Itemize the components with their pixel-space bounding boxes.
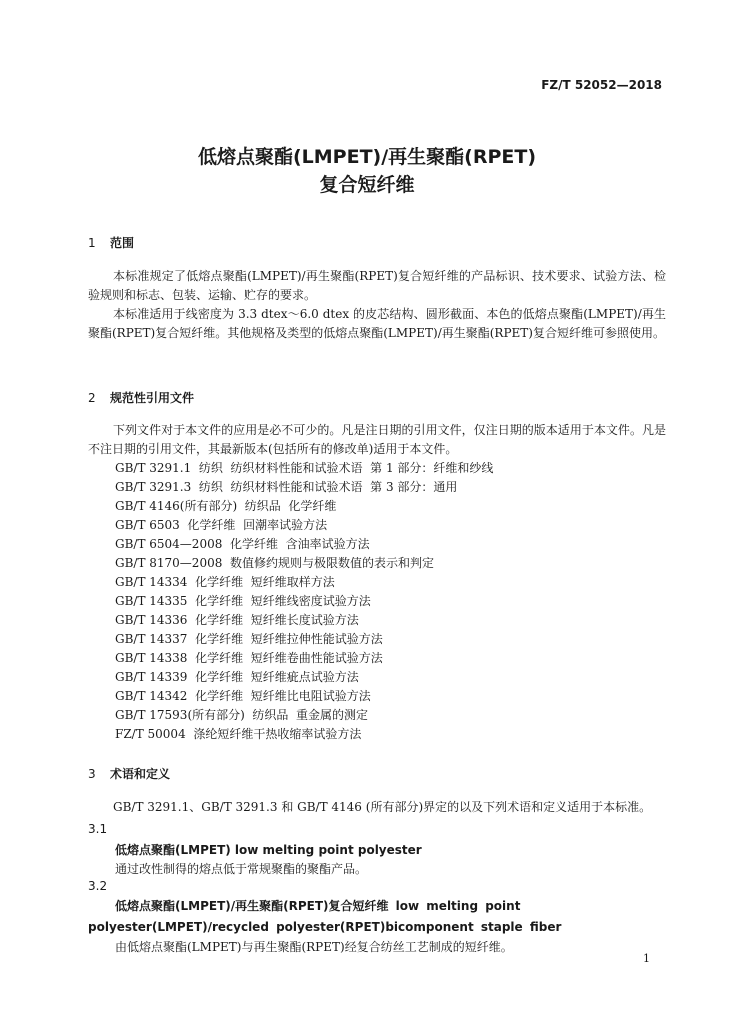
clause-number: 3.1	[88, 822, 108, 836]
section-title: 范围	[110, 236, 135, 250]
reference-item: GB/T 14335 化学纤维 短纤维线密度试验方法	[115, 594, 371, 608]
reference-item: GB/T 6504—2008 化学纤维 含油率试验方法	[115, 537, 370, 551]
term-definition: 通过改性制得的熔点低于常规聚酯的聚酯产品。	[115, 862, 368, 876]
reference-item: GB/T 3291.3 纺织 纺织材料性能和试验术语 第 3 部分：通用	[115, 480, 458, 494]
reference-item: GB/T 3291.1 纺织 纺织材料性能和试验术语 第 1 部分：纤维和纱线	[115, 461, 494, 475]
term-definition: 由低熔点聚酯(LMPET)与再生聚酯(RPET)经复合纺丝工艺制成的短纤维。	[115, 940, 513, 954]
terms-intro: GB/T 3291.1、GB/T 3291.3 和 GB/T 4146 (所有部分)界定的以及下列术语和定义适用于本标准。	[113, 800, 652, 814]
scope-paragraph: 本标准适用于线密度为 3.3 dtex～6.0 dtex 的皮芯结构、圆形截面、本色的低熔点聚酯(LMPET)/再生聚酯(RPET)复合短纤维。其他规格及类型的低熔点聚酯(LMPET)/再生聚酯(RPET)复合短纤维可参照使用。	[88, 307, 666, 340]
reference-item: GB/T 14334 化学纤维 短纤维取样方法	[115, 575, 335, 589]
section-number: 2	[88, 391, 96, 405]
section-heading-references	[88, 389, 194, 406]
reference-item: GB/T 14336 化学纤维 短纤维长度试验方法	[115, 613, 359, 627]
section-title: 术语和定义	[110, 767, 171, 781]
references-intro: 下列文件对于本文件的应用是必不可少的。凡是注日期的引用文件，仅注日期的版本适用于本文件。凡是不注日期的引用文件，其最新版本(包括所有的修改单)适用于本文件。	[88, 423, 666, 456]
section-number: 1	[88, 236, 96, 250]
term-name: 低熔点聚酯(LMPET)/再生聚酯(RPET)复合短纤维 low melting point polyester(LMPET)/recycled polyester(RPET)bicomponent staple fiber	[88, 899, 562, 934]
reference-item: GB/T 6503 化学纤维 回潮率试验方法	[115, 518, 328, 532]
reference-item: GB/T 4146(所有部分) 纺织品 化学纤维	[115, 499, 337, 513]
reference-item: GB/T 14337 化学纤维 短纤维拉伸性能试验方法	[115, 632, 383, 646]
reference-item: GB/T 14339 化学纤维 短纤维疵点试验方法	[115, 670, 359, 684]
clause-number: 3.2	[88, 879, 108, 893]
document-title-line1: 低熔点聚酯(LMPET)/再生聚酯(RPET)	[197, 146, 537, 168]
reference-item: GB/T 14338 化学纤维 短纤维卷曲性能试验方法	[115, 651, 383, 665]
section-number: 3	[88, 767, 96, 781]
term-name: 低熔点聚酯(LMPET) low melting point polyester	[115, 843, 422, 857]
section-heading-scope	[88, 234, 134, 251]
reference-item: GB/T 17593(所有部分) 纺织品 重金属的测定	[115, 708, 369, 722]
reference-item: GB/T 8170—2008 数值修约规则与极限数值的表示和判定	[115, 556, 434, 570]
scope-paragraph: 本标准规定了低熔点聚酯(LMPET)/再生聚酯(RPET)复合短纤维的产品标识、技术要求、试验方法、检验规则和标志、包装、运输、贮存的要求。	[88, 269, 666, 302]
reference-item: GB/T 14342 化学纤维 短纤维比电阻试验方法	[115, 689, 371, 703]
standard-code: FZ/T 52052—2018	[541, 78, 662, 92]
reference-item: FZ/T 50004 涤纶短纤维干热收缩率试验方法	[115, 727, 362, 741]
page-number: 1	[643, 952, 650, 965]
section-title: 规范性引用文件	[110, 391, 195, 405]
document-title-line2: 复合短纤维	[319, 174, 415, 196]
section-heading-terms	[88, 765, 170, 782]
